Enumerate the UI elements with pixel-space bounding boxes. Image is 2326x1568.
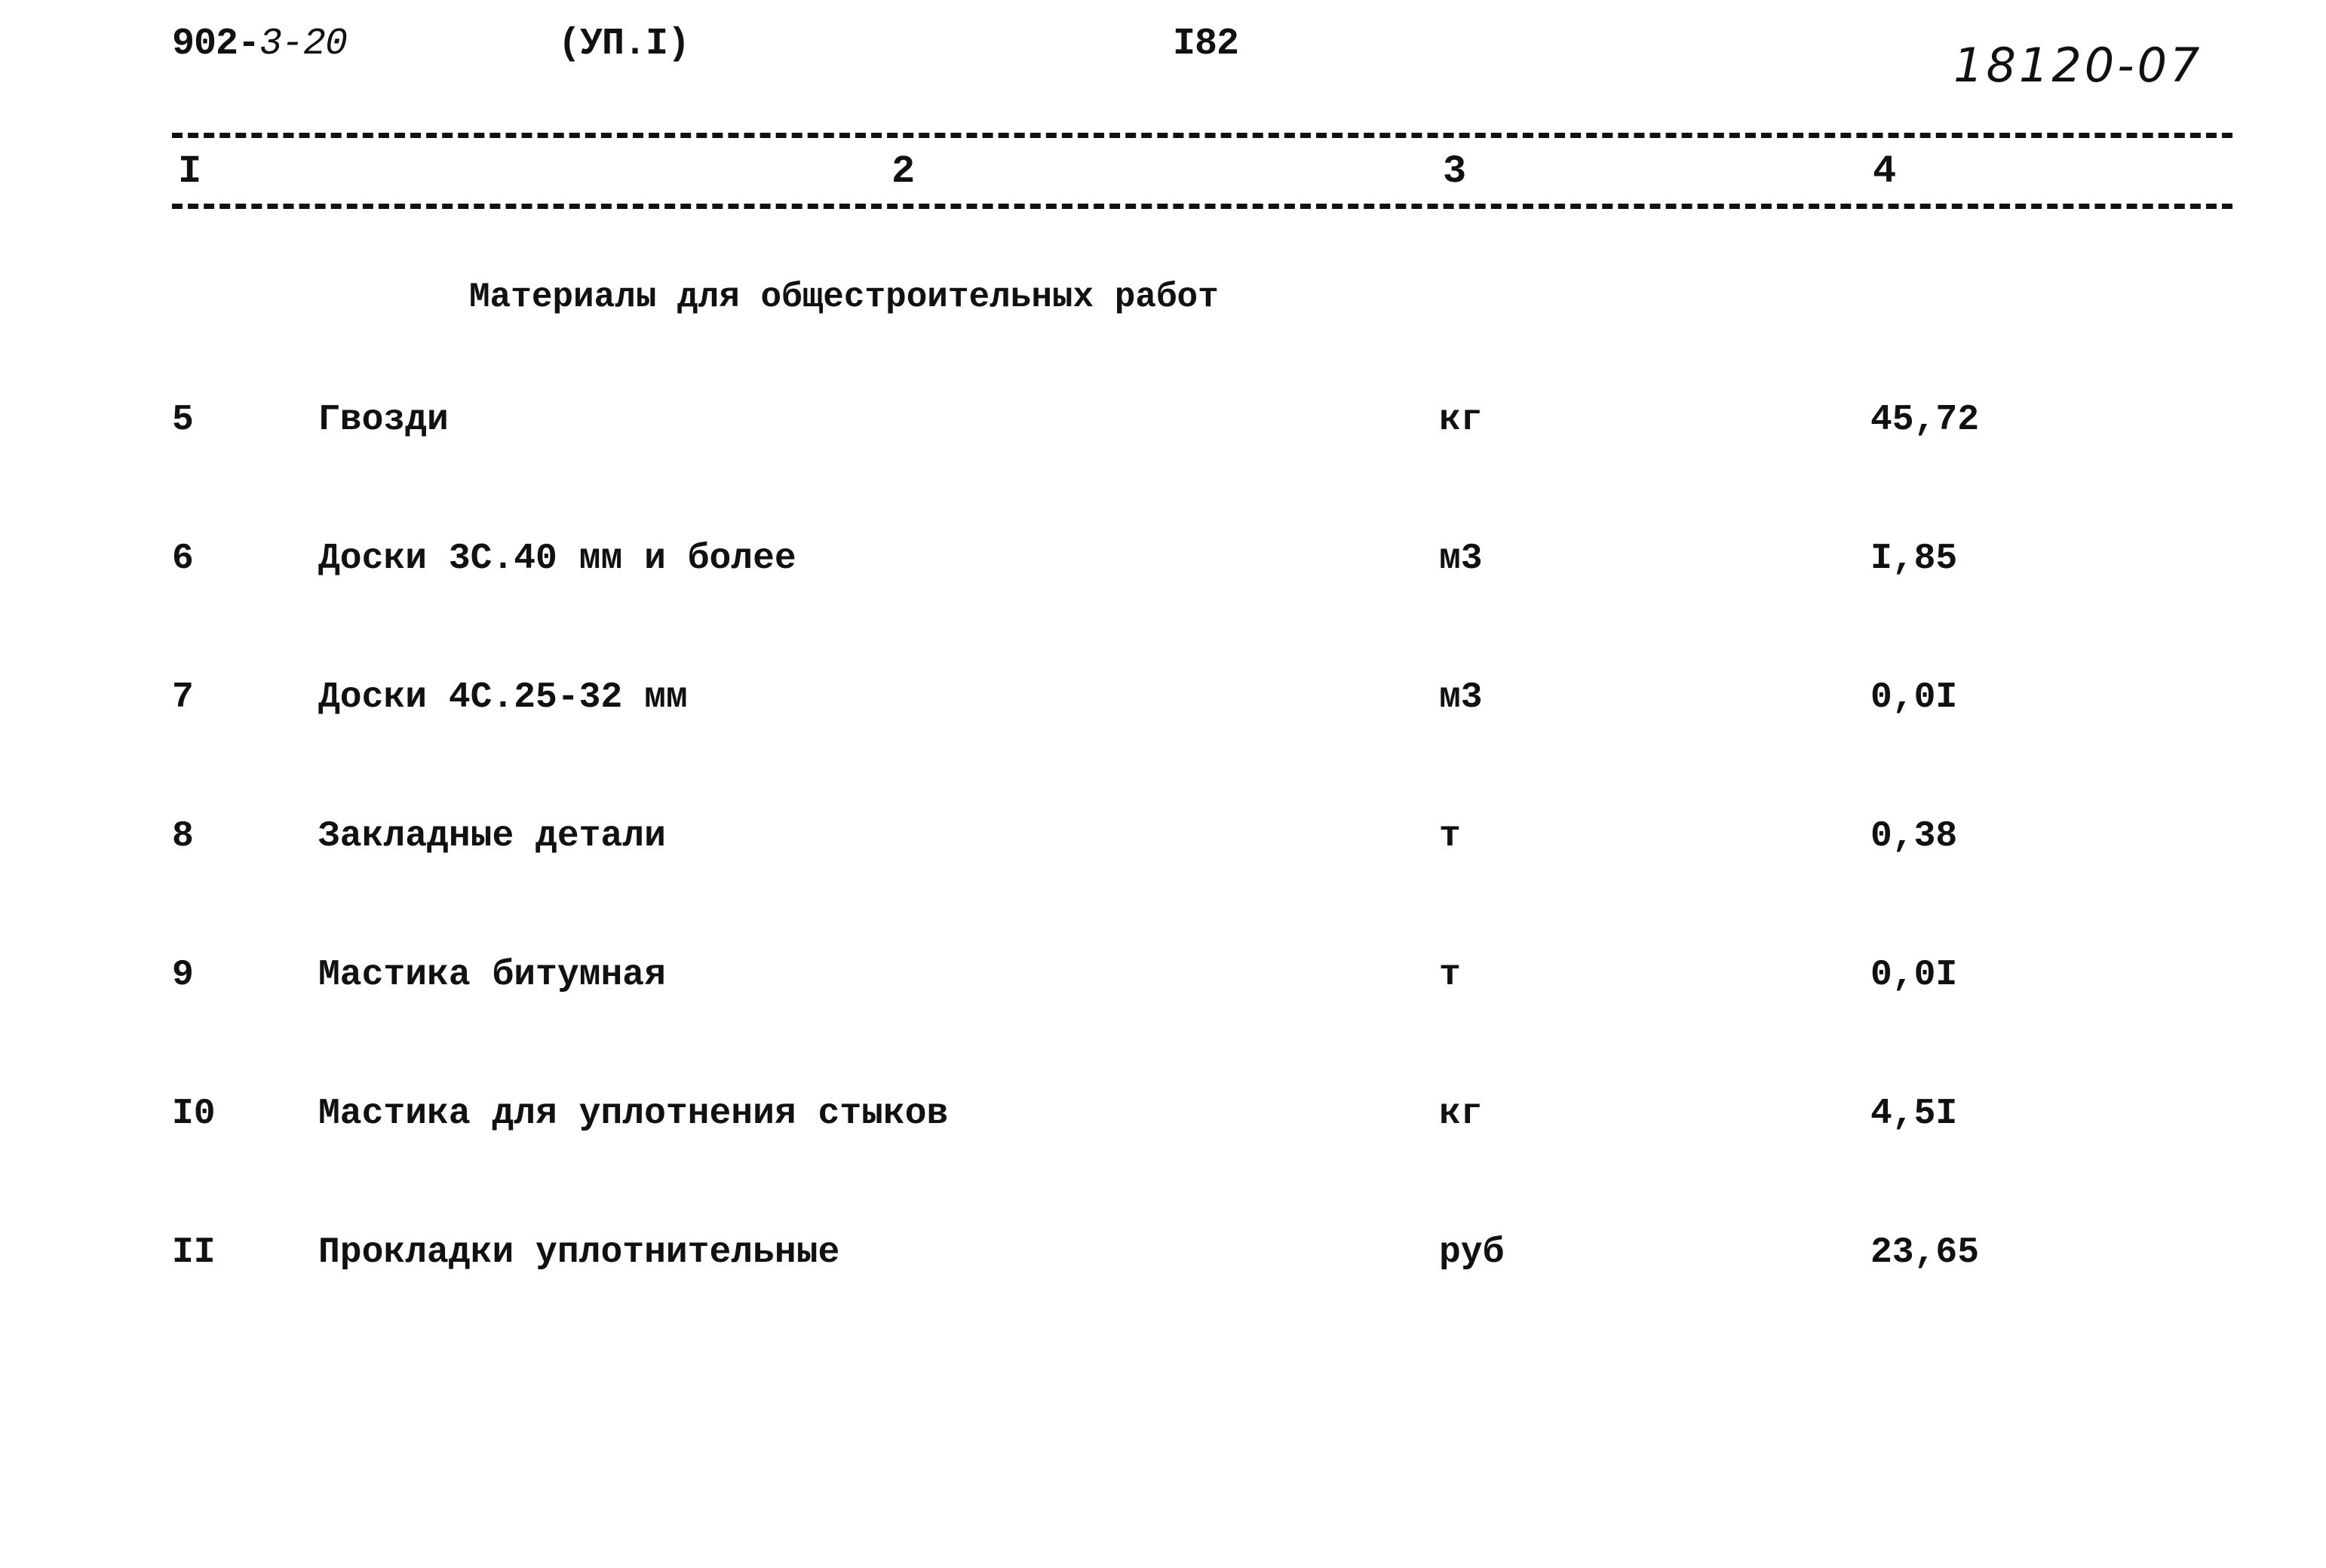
table-row: [0, 816, 2326, 876]
table-row: [0, 955, 2326, 1015]
unit: м3: [1439, 539, 1483, 579]
column-number-4: 4: [1873, 149, 1897, 194]
row-number: 8: [172, 816, 194, 857]
unit: кг: [1439, 1094, 1483, 1134]
unit: т: [1439, 816, 1461, 857]
section-title: Материалы для общестроительных работ: [469, 278, 1219, 317]
dashed-rule-bottom: [172, 204, 2232, 209]
material-name: Гвозди: [318, 400, 449, 440]
material-name: Мастика для уплотнения стыков: [318, 1094, 949, 1134]
unit: кг: [1439, 400, 1483, 440]
row-number: II: [172, 1232, 216, 1273]
material-name: Закладные детали: [318, 816, 666, 857]
row-number: 6: [172, 539, 194, 579]
row-number: 7: [172, 677, 194, 718]
table-row: [0, 1094, 2326, 1154]
row-number: 9: [172, 955, 194, 996]
quantity: I,85: [1870, 539, 1958, 579]
dashed-rule-top: [172, 133, 2232, 138]
column-number-1: I: [178, 149, 202, 194]
table-row: [0, 1232, 2326, 1293]
unit: т: [1439, 955, 1461, 996]
column-number-2: 2: [891, 149, 916, 194]
column-number-3: 3: [1443, 149, 1467, 194]
section-reference: (УП.I): [558, 23, 690, 66]
unit: руб: [1439, 1232, 1505, 1273]
table-row: [0, 400, 2326, 460]
quantity: 0,0I: [1870, 677, 1958, 718]
material-name: Доски 3С.40 мм и более: [318, 539, 796, 579]
row-number: I0: [172, 1094, 216, 1134]
document-code: [172, 23, 347, 66]
table-row: [0, 677, 2326, 738]
unit: м3: [1439, 677, 1483, 718]
material-name: Мастика битумная: [318, 955, 666, 996]
handwritten-stamp-number: 18120-07: [1953, 38, 2203, 93]
quantity: 4,5I: [1870, 1094, 1958, 1134]
material-name: Прокладки уплотнительные: [318, 1232, 840, 1273]
quantity: 0,0I: [1870, 955, 1958, 996]
document-code-suffix: 3-20: [259, 23, 348, 66]
row-number: 5: [172, 400, 194, 440]
document-code-main: 902-: [172, 23, 260, 66]
table-row: [0, 539, 2326, 599]
quantity: 23,65: [1870, 1232, 1980, 1273]
quantity: 45,72: [1870, 400, 1980, 440]
quantity: 0,38: [1870, 816, 1958, 857]
material-name: Доски 4С.25-32 мм: [318, 677, 688, 718]
page-number: I82: [1173, 23, 1239, 66]
